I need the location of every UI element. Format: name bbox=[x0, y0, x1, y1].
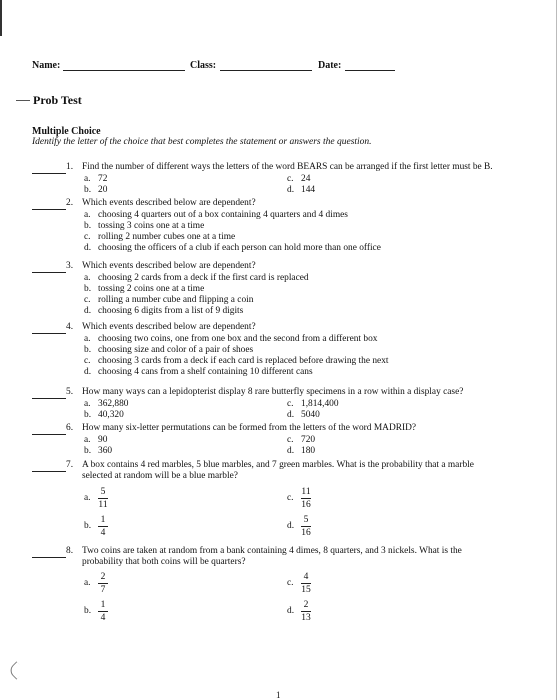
choice-b: b. $\frac{1}{4}$ bbox=[84, 600, 108, 623]
question-text: Which events described below are dependent? bbox=[82, 261, 256, 271]
choice-d: d. 180 bbox=[287, 446, 316, 456]
section-instructions: Identify the letter of the choice that best completes the statement or answers the question. bbox=[32, 137, 372, 147]
scan-edge-mark bbox=[0, 0, 2, 36]
fraction: $\frac{2}{7}$ bbox=[98, 572, 108, 595]
question-number: 3. bbox=[66, 261, 74, 271]
choice-a: a. choosing 4 quarters out of a box containing 4 quarters and 4 dimes bbox=[84, 210, 348, 220]
choice-b: b. 20 bbox=[84, 185, 108, 195]
choice-a: a. 72 bbox=[84, 174, 108, 184]
choice-d: d. choosing 4 cans from a shelf containing 10 different cans bbox=[84, 367, 313, 377]
class-label: Class: bbox=[190, 60, 217, 71]
fraction: $\frac{1}{4}$ bbox=[98, 600, 108, 623]
choice-c: c. 1,814,400 bbox=[287, 399, 339, 409]
question-number: 2. bbox=[66, 198, 74, 208]
section-title: Multiple Choice bbox=[32, 126, 101, 137]
question-text: Find the number of different ways the letters of the word BEARS can be arranged if the first letter must be B. bbox=[82, 162, 493, 172]
question-number: 8. bbox=[66, 546, 74, 556]
question-number: 6. bbox=[66, 423, 74, 433]
choice-d: d. $\frac{5}{16}$ bbox=[287, 515, 311, 538]
fraction: $\frac{1}{4}$ bbox=[98, 515, 108, 538]
question-text: A box contains 4 red marbles, 5 blue marbles, and 7 green marbles. What is the probability that a marble bbox=[82, 460, 474, 470]
scan-right-edge bbox=[556, 0, 557, 700]
choice-c: c. rolling a number cube and flipping a coin bbox=[84, 295, 254, 305]
choice-c: c. $\frac{11}{16}$ bbox=[287, 487, 311, 510]
choice-a: a. $\frac{5}{11}$ bbox=[84, 487, 108, 510]
name-label: Name: bbox=[32, 60, 61, 71]
question-text: Two coins are taken at random from a bank containing 4 dimes, 8 quarters, and 3 nickels. What is the bbox=[82, 546, 462, 556]
fraction: $\frac{4}{15}$ bbox=[301, 572, 311, 595]
choice-c: c. $\frac{4}{15}$ bbox=[287, 572, 311, 595]
choice-a: a. 362,880 bbox=[84, 399, 129, 409]
class-field[interactable] bbox=[220, 60, 312, 71]
choice-a: a. 90 bbox=[84, 435, 108, 445]
choice-a: a. $\frac{2}{7}$ bbox=[84, 572, 108, 595]
choice-b: b. $\frac{1}{4}$ bbox=[84, 515, 108, 538]
choice-d: d. choosing the officers of a club if each person can hold more than one office bbox=[84, 243, 381, 253]
question-text: Which events described below are dependent? bbox=[82, 198, 256, 208]
choice-c: c. 24 bbox=[287, 174, 311, 184]
choice-c: c. 720 bbox=[287, 435, 316, 445]
choice-d: d. $\frac{2}{13}$ bbox=[287, 600, 311, 623]
answer-blank[interactable] bbox=[32, 172, 66, 174]
question-text-continued: selected at random will be a blue marble? bbox=[82, 471, 238, 481]
choice-c: c. choosing 3 cards from a deck if each card is replaced before drawing the next bbox=[84, 356, 389, 366]
question-number: 4. bbox=[66, 322, 74, 332]
page-number: 1 bbox=[276, 690, 281, 700]
page-title: Prob Test bbox=[33, 93, 82, 107]
question-text-continued: probability that both coins will be quarters? bbox=[82, 557, 246, 567]
choice-d: d. choosing 6 digits from a list of 9 digits bbox=[84, 306, 244, 316]
fraction: $\frac{5}{16}$ bbox=[301, 515, 311, 538]
question-text: How many ways can a lepidopterist display 8 rare butterfly specimens in a row within a display case? bbox=[82, 387, 464, 397]
choice-b: b. tossing 3 coins one at a time bbox=[84, 221, 205, 231]
answer-blank[interactable] bbox=[32, 470, 66, 472]
question-number: 1. bbox=[66, 162, 74, 172]
answer-blank[interactable] bbox=[32, 271, 66, 273]
choice-d: d. 5040 bbox=[287, 410, 320, 420]
fraction: $\frac{5}{11}$ bbox=[98, 487, 108, 510]
scan-margin-mark bbox=[7, 661, 25, 679]
choice-c: c. rolling 2 number cubes one at a time bbox=[84, 232, 236, 242]
question-text: Which events described below are dependent? bbox=[82, 322, 256, 332]
choice-a: a. choosing 2 cards from a deck if the first card is replaced bbox=[84, 273, 309, 283]
fraction: $\frac{2}{13}$ bbox=[301, 600, 311, 623]
answer-blank[interactable] bbox=[32, 397, 66, 399]
answer-blank[interactable] bbox=[32, 208, 66, 210]
name-field[interactable] bbox=[63, 60, 185, 71]
title-dash bbox=[16, 100, 30, 101]
fraction: $\frac{11}{16}$ bbox=[301, 487, 311, 510]
date-label: Date: bbox=[318, 60, 342, 71]
choice-b: b. choosing size and color of a pair of shoes bbox=[84, 345, 254, 355]
date-field[interactable] bbox=[345, 60, 395, 71]
answer-blank[interactable] bbox=[32, 433, 66, 435]
answer-blank[interactable] bbox=[32, 332, 66, 334]
question-text: How many six-letter permutations can be formed from the letters of the word MADRID? bbox=[82, 423, 417, 433]
question-number: 7. bbox=[66, 460, 74, 470]
question-number: 5. bbox=[66, 387, 74, 397]
choice-a: a. choosing two coins, one from one box and the second from a different box bbox=[84, 334, 378, 344]
choice-b: b. 40,320 bbox=[84, 410, 124, 420]
choice-d: d. 144 bbox=[287, 185, 316, 195]
choice-b: b. tossing 2 coins one at a time bbox=[84, 284, 205, 294]
choice-b: b. 360 bbox=[84, 446, 113, 456]
answer-blank[interactable] bbox=[32, 556, 66, 558]
